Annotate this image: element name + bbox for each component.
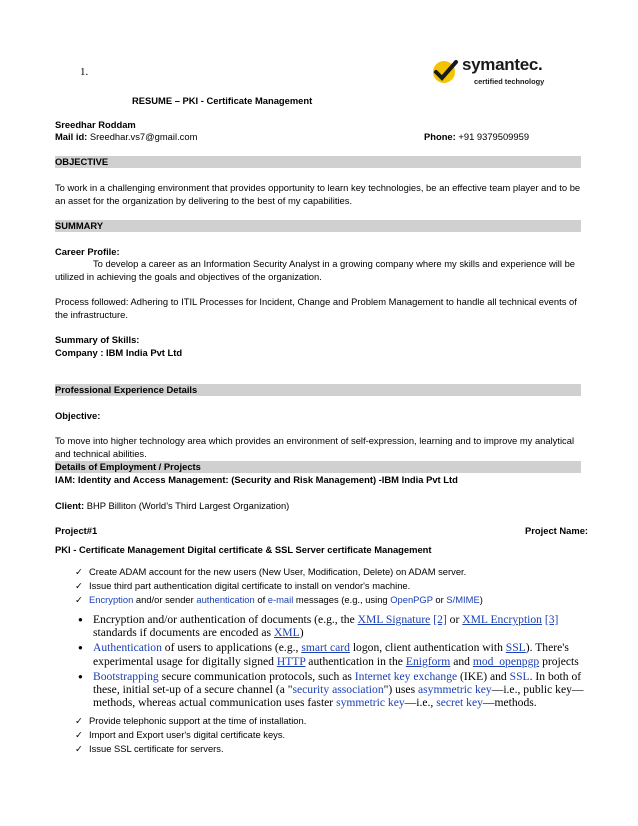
ssl-link[interactable]: SSL (505, 641, 526, 655)
checklist-item-encryption (75, 594, 483, 606)
text-fragment: of (254, 594, 268, 605)
smart-card-link[interactable]: smart card (301, 641, 350, 655)
text-fragment: Encryption and/or authentication of documents (e.g., the (93, 613, 358, 626)
bullet-icon: ● (78, 615, 83, 624)
doc-title: RESUME – PKI - Certificate Management (132, 95, 313, 106)
project-name-label: Project Name: (525, 525, 589, 536)
skills-label: Summary of Skills: (55, 334, 140, 345)
smime-link[interactable]: S/MIME (446, 594, 480, 605)
text-fragment: ). There's experimental usage for digitally signed (93, 641, 569, 668)
page-number: 1. (80, 66, 89, 78)
bootstrapping-link[interactable]: Bootstrapping (93, 669, 159, 683)
security-association-link[interactable]: security association (292, 683, 384, 697)
project-number: Project#1 (55, 525, 98, 536)
email-link[interactable]: e-mail (267, 594, 294, 605)
text-fragment: projects (539, 654, 579, 668)
ref-2-link[interactable]: [2] (433, 613, 447, 626)
text-fragment: ") uses (383, 683, 418, 697)
objective2-text: To move into higher technology area which provides an environment of self-expression, learning and to improve my analytical and technical abilities. (55, 435, 575, 459)
phone-label: Phone: (424, 131, 456, 142)
phone-line (424, 131, 529, 143)
text-fragment: —methods. (482, 696, 537, 710)
mod-openpgp-link[interactable]: mod_openpgp (472, 654, 540, 668)
ref-3-link[interactable]: [3] (544, 613, 559, 626)
text-fragment: . In both of these, initial set-up of a secure channel (a " (93, 669, 582, 697)
mail-value: Sreedhar.vs7@gmail.com (87, 131, 198, 142)
checklist-text: Create ADAM account for the new users (New User, Modification, Delete) on ADAM server. (89, 566, 467, 577)
text-fragment: secure communication protocols, such as (158, 669, 355, 683)
text-fragment: ) (479, 594, 483, 605)
company-label: Company : IBM India Pvt Ltd (55, 347, 183, 358)
ssl-link[interactable]: SSL (509, 669, 530, 683)
checklist-item (75, 729, 285, 741)
bullet-item (78, 641, 584, 667)
bullet-list (78, 613, 584, 711)
client-line (55, 500, 289, 512)
text-fragment: —i.e., public key—methods, whereas actual communication uses faster (93, 683, 584, 710)
text-fragment: and (450, 654, 473, 668)
symantec-logo (430, 55, 555, 89)
text-fragment: of users to applications (e.g., (161, 641, 302, 655)
text-fragment: standards if documents are encoded as (93, 626, 274, 640)
symantec-checkmark-icon (430, 57, 460, 87)
authentication-link[interactable]: authentication (196, 594, 255, 605)
checklist-text: Import and Export user's digital certificate keys. (89, 729, 286, 740)
mail-line (55, 131, 197, 143)
text-fragment: logon, client authentication with (349, 641, 506, 655)
employment-header: Details of Employment / Projects (55, 461, 581, 473)
career-profile-label: Career Profile: (55, 246, 120, 257)
candidate-name: Sreedhar Roddam (55, 119, 136, 130)
checkmark-icon: ✓ (75, 743, 83, 754)
ike-link[interactable]: Internet key exchange (354, 669, 458, 683)
text-fragment: (IKE) and (457, 669, 510, 683)
checklist-item (75, 566, 466, 578)
client-label: Client: (55, 500, 85, 511)
authentication-link[interactable]: Authentication (93, 641, 162, 655)
objective-header: OBJECTIVE (55, 156, 581, 168)
checklist-item (75, 580, 410, 592)
http-link[interactable]: HTTP (276, 654, 306, 668)
secret-key-link[interactable]: secret key (436, 696, 483, 710)
objective2-label: Objective: (55, 410, 101, 421)
xml-link[interactable]: XML (273, 626, 300, 640)
bullet-icon: ● (78, 671, 83, 681)
checklist-text: Issue third part authentication digital certificate to install on vendor's machine. (89, 580, 411, 591)
openpgp-link[interactable]: OpenPGP (390, 594, 433, 605)
checklist-text: Provide telephonic support at the time of installation. (89, 715, 307, 726)
text-fragment: —i.e., (404, 696, 437, 710)
logo-tagline: certified technology (474, 77, 545, 86)
text-fragment: or (432, 594, 447, 605)
bullet-item (78, 613, 584, 639)
checklist-item (75, 743, 224, 755)
phone-value: +91 9379509959 (455, 131, 530, 142)
checklist-item (75, 715, 306, 727)
checkmark-icon: ✓ (75, 594, 83, 605)
bullet-item (78, 670, 584, 710)
symmetric-key-link[interactable]: symmetric key (336, 696, 405, 710)
text-fragment: or (446, 613, 463, 626)
objective-text: To work in a challenging environment that provides opportunity to learn key technologies, be an effective team player and to be an asset for the organization by delivering to the best of my capabilities. (55, 182, 581, 206)
checkmark-icon: ✓ (75, 729, 83, 740)
career-profile-text: To develop a career as an Information Security Analyst in a growing company where my skills and experience will be utilized in achieving the goals and objectives of the organization. (55, 258, 576, 282)
checkmark-icon: ✓ (75, 566, 83, 577)
asymmetric-key-link[interactable]: asymmetric key (417, 683, 492, 697)
checklist-text: Issue SSL certificate for servers. (89, 743, 224, 754)
text-fragment: ) (299, 626, 304, 640)
iam-line: IAM: Identity and Access Management: (Security and Risk Management) -IBM India Pvt Ltd (55, 474, 458, 485)
xml-signature-link[interactable]: XML Signature (357, 613, 431, 626)
mail-label: Mail id: (55, 131, 88, 142)
text-fragment: authentication in the (305, 654, 406, 668)
checkmark-icon: ✓ (75, 715, 83, 726)
client-value: BHP Billiton (World’s Third Largest Organization) (84, 500, 290, 511)
encryption-link[interactable]: Encryption (89, 594, 134, 605)
enigform-link[interactable]: Enigform (405, 654, 451, 668)
text-fragment: and/or sender (133, 594, 197, 605)
text-fragment: messages (e.g., using (293, 594, 391, 605)
xml-encryption-link[interactable]: XML Encryption (462, 613, 542, 626)
pro-exp-header: Professional Experience Details (55, 384, 581, 396)
project-title: PKI - Certificate Management Digital certificate & SSL Server certificate Management (55, 544, 432, 555)
bullet-icon: ● (78, 643, 83, 653)
process-text: Process followed: Adhering to ITIL Processes for Incident, Change and Problem Management to handle all technical events of the infrastructure. (55, 296, 577, 320)
checkmark-icon: ✓ (75, 580, 83, 591)
summary-header: SUMMARY (55, 220, 581, 232)
logo-brand: symantec. (462, 55, 543, 74)
